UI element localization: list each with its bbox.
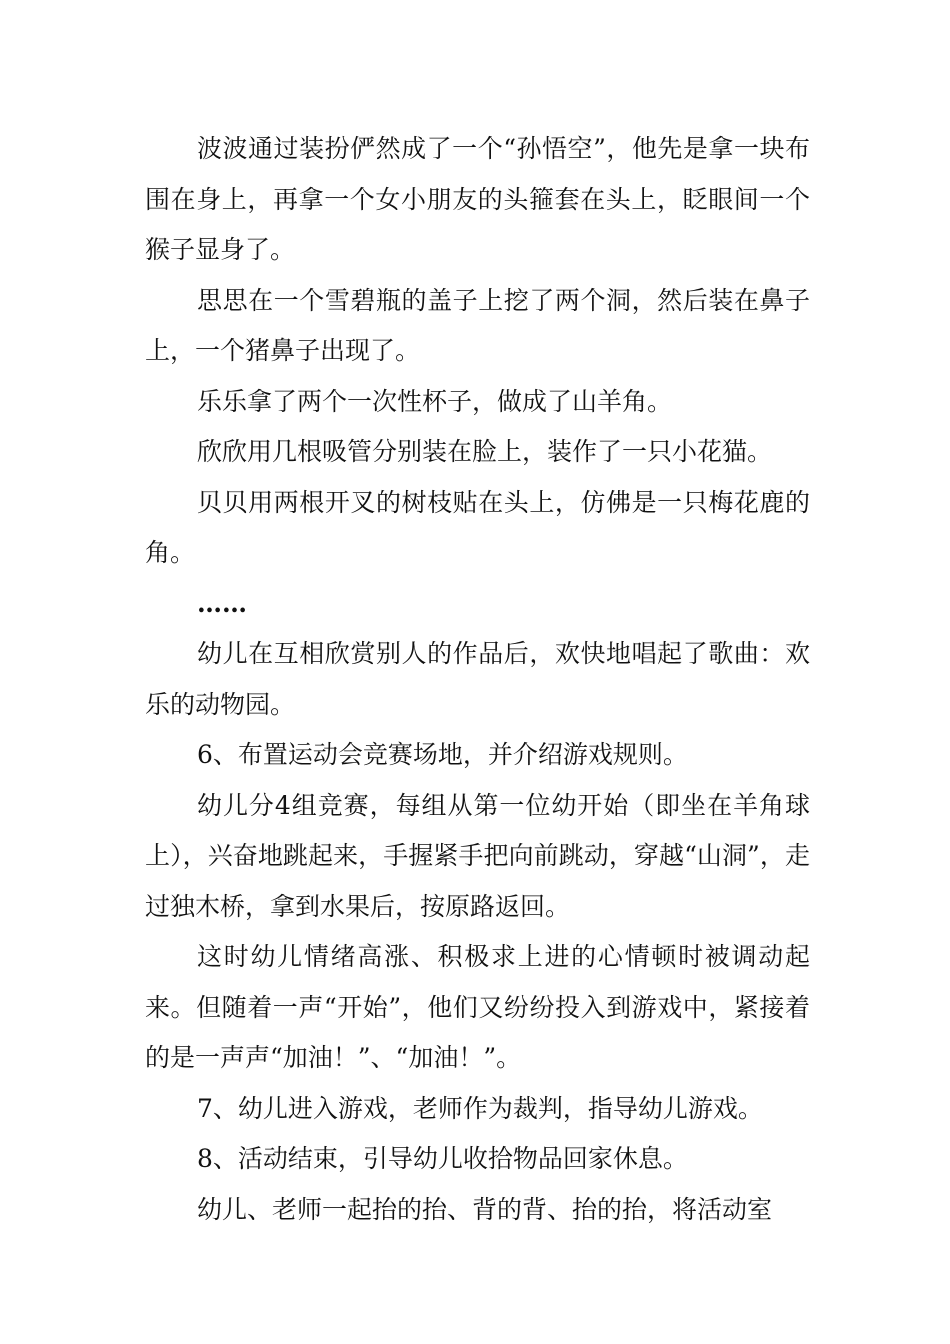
- paragraph-cheering: 这时幼儿情绪高涨、积极求上进的心情顿时被调动起来。但随着一声“开始”，他们又纷纷投入到游戏中，紧接着的是一声声“加油！”、“加油！”。: [145, 942, 810, 1072]
- paragraph-step-7: 7、幼儿进入游戏，老师作为裁判，指导幼儿游戏。: [197, 1093, 763, 1123]
- paragraph-deer-antlers: 贝贝用两根开叉的树枝贴在头上，仿佛是一只梅花鹿的角。: [145, 487, 810, 567]
- paragraph-pig-nose: 思思在一个雪碧瓶的盖子上挖了两个洞，然后装在鼻子上，一个猪鼻子出现了。: [145, 285, 810, 365]
- paragraph-competition: 幼儿分4组竞赛，每组从第一位幼开始（即坐在羊角球上），兴奋地跳起来，手握紧手把向前跳动，穿越“山洞”，走过独木桥，拿到水果后，按原路返回。: [145, 790, 810, 921]
- paragraph-sun-wukong: 波波通过装扮俨然成了一个“孙悟空”，他先是拿一块布围在身上，再拿一个女小朋友的头箍套在头上，眨眼间一个猴子显身了。: [145, 134, 810, 264]
- paragraph-singing: 幼儿在互相欣赏别人的作品后，欢快地唱起了歌曲：欢乐的动物园。: [145, 639, 810, 719]
- paragraph-ellipsis: ……: [197, 588, 247, 618]
- paragraph-step-6: 6、布置运动会竞赛场地，并介绍游戏规则。: [197, 740, 688, 769]
- paragraph-step-8: 8、活动结束，引导幼儿收拾物品回家休息。: [197, 1144, 688, 1173]
- paragraph-goat-horns: 乐乐拿了两个一次性杯子，做成了山羊角。: [197, 386, 673, 416]
- paragraph-little-cat: 欣欣用几根吸管分别装在脸上，装作了一只小花猫。: [197, 437, 773, 466]
- paragraph-cleanup: 幼儿、老师一起抬的抬、背的背、抬的抬，将活动室: [197, 1194, 773, 1224]
- document-body: [145, 124, 810, 1235]
